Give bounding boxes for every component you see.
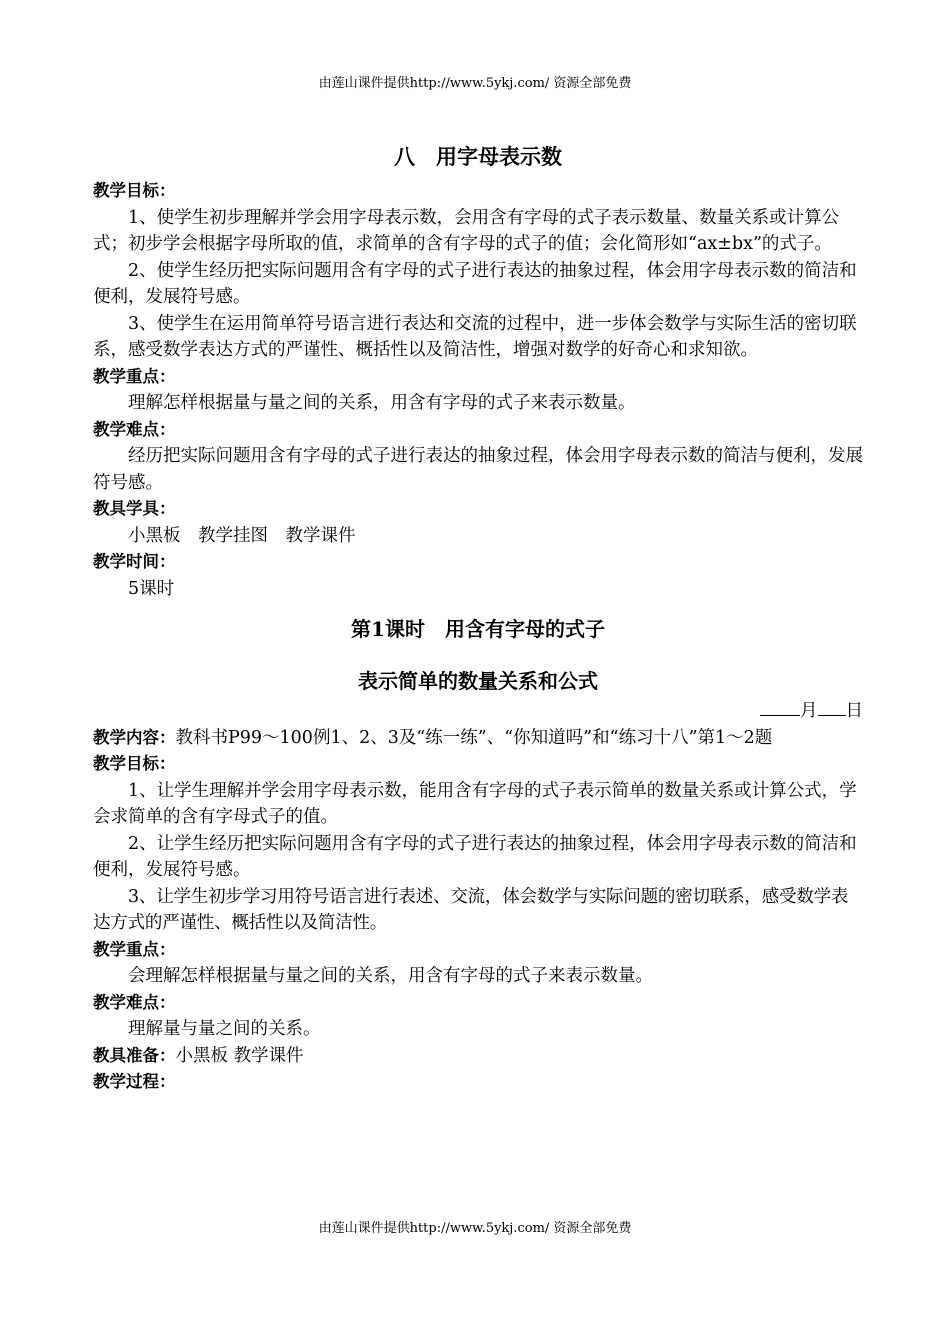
lesson-key-label: 教学重点：	[93, 939, 176, 959]
document-body	[93, 140, 863, 1096]
unit-title: 八 用字母表示数	[394, 144, 562, 169]
lesson-content: 教科书P99～100例1、2、3及“练一练”、“你知道吗”和“练习十八”第1～2题	[175, 727, 773, 748]
lesson-tools-block	[93, 1043, 863, 1070]
unit-time-label: 教学时间：	[93, 552, 176, 571]
lesson-goal-2: 2、让学生经历把实际问题用含有字母的式子进行表达的抽象过程，体会用字母表示数的简洁和便利，发展符号感。	[93, 833, 857, 880]
day-blank	[818, 715, 846, 716]
lesson-goal-1: 1、让学生理解并学会用字母表示数，能用含有字母的式子表示简单的数量关系或计算公式，学会求简单的含有字母式子的值。	[93, 780, 857, 827]
lesson-difficulty-label: 教学难点：	[93, 992, 176, 1012]
unit-key: 理解怎样根据量与量之间的关系，用含有字母的式子来表示数量。	[128, 393, 636, 413]
unit-goal-1: 1、使学生初步理解并学会用字母表示数，会用含有字母的式子表示数量、数量关系或计算公式；初步学会根据字母所取的值，求简单的含有字母的式子的值；会化简形如“ax±bx”的式子。	[93, 207, 840, 254]
page-header: 由莲山课件提供http://www.5ykj.com/ 资源全部免费	[318, 76, 632, 91]
unit-time: 5课时	[128, 578, 175, 599]
lesson-title-line1: 第1课时 用含有字母的式子	[351, 617, 605, 641]
lesson-tools: 小黑板 教学课件	[175, 1045, 304, 1066]
unit-difficulty-label: 教学难点：	[93, 419, 176, 439]
unit-tools-label: 教具学具：	[93, 499, 176, 518]
lesson-difficulty: 理解量与量之间的关系。	[128, 1019, 321, 1039]
lesson-process-label: 教学过程：	[93, 1072, 176, 1091]
month-blank	[760, 715, 800, 716]
lesson-tools-label: 教具准备：	[93, 1045, 176, 1065]
unit-key-label: 教学重点：	[93, 366, 176, 386]
unit-tools: 小黑板 教学挂图 教学课件	[128, 525, 356, 546]
page-footer: 由莲山课件提供http://www.5ykj.com/ 资源全部免费	[318, 1221, 632, 1236]
lesson-date	[93, 698, 863, 725]
lesson-title-line2: 表示简单的数量关系和公式	[358, 669, 598, 693]
lesson-content-label: 教学内容：	[93, 727, 176, 747]
day-label: 日	[845, 701, 863, 721]
lesson-goals-label: 教学目标：	[93, 754, 176, 773]
lesson-goal-3: 3、让学生初步学习用符号语言进行表述、交流，体会数学与实际问题的密切联系，感受数学表达方式的严谨性、概括性以及简洁性。	[93, 886, 849, 933]
month-label: 月	[800, 701, 818, 721]
lesson-key: 会理解怎样根据量与量之间的关系，用含有字母的式子来表示数量。	[128, 966, 653, 986]
unit-goal-2: 2、使学生经历把实际问题用含有字母的式子进行表达的抽象过程，体会用字母表示数的简洁和便利，发展符号感。	[93, 260, 857, 307]
unit-difficulty: 经历把实际问题用含有字母的式子进行表达的抽象过程，体会用字母表示数的简洁与便利，发展符号感。	[93, 446, 863, 493]
unit-goal-3: 3、使学生在运用简单符号语言进行表达和交流的过程中，进一步体会数学与实际生活的密切联系，感受数学表达方式的严谨性、概括性以及简洁性，增强对数学的好奇心和求知欲。	[93, 313, 857, 360]
lesson-content-block	[93, 725, 863, 752]
unit-goals-label: 教学目标：	[93, 181, 176, 200]
